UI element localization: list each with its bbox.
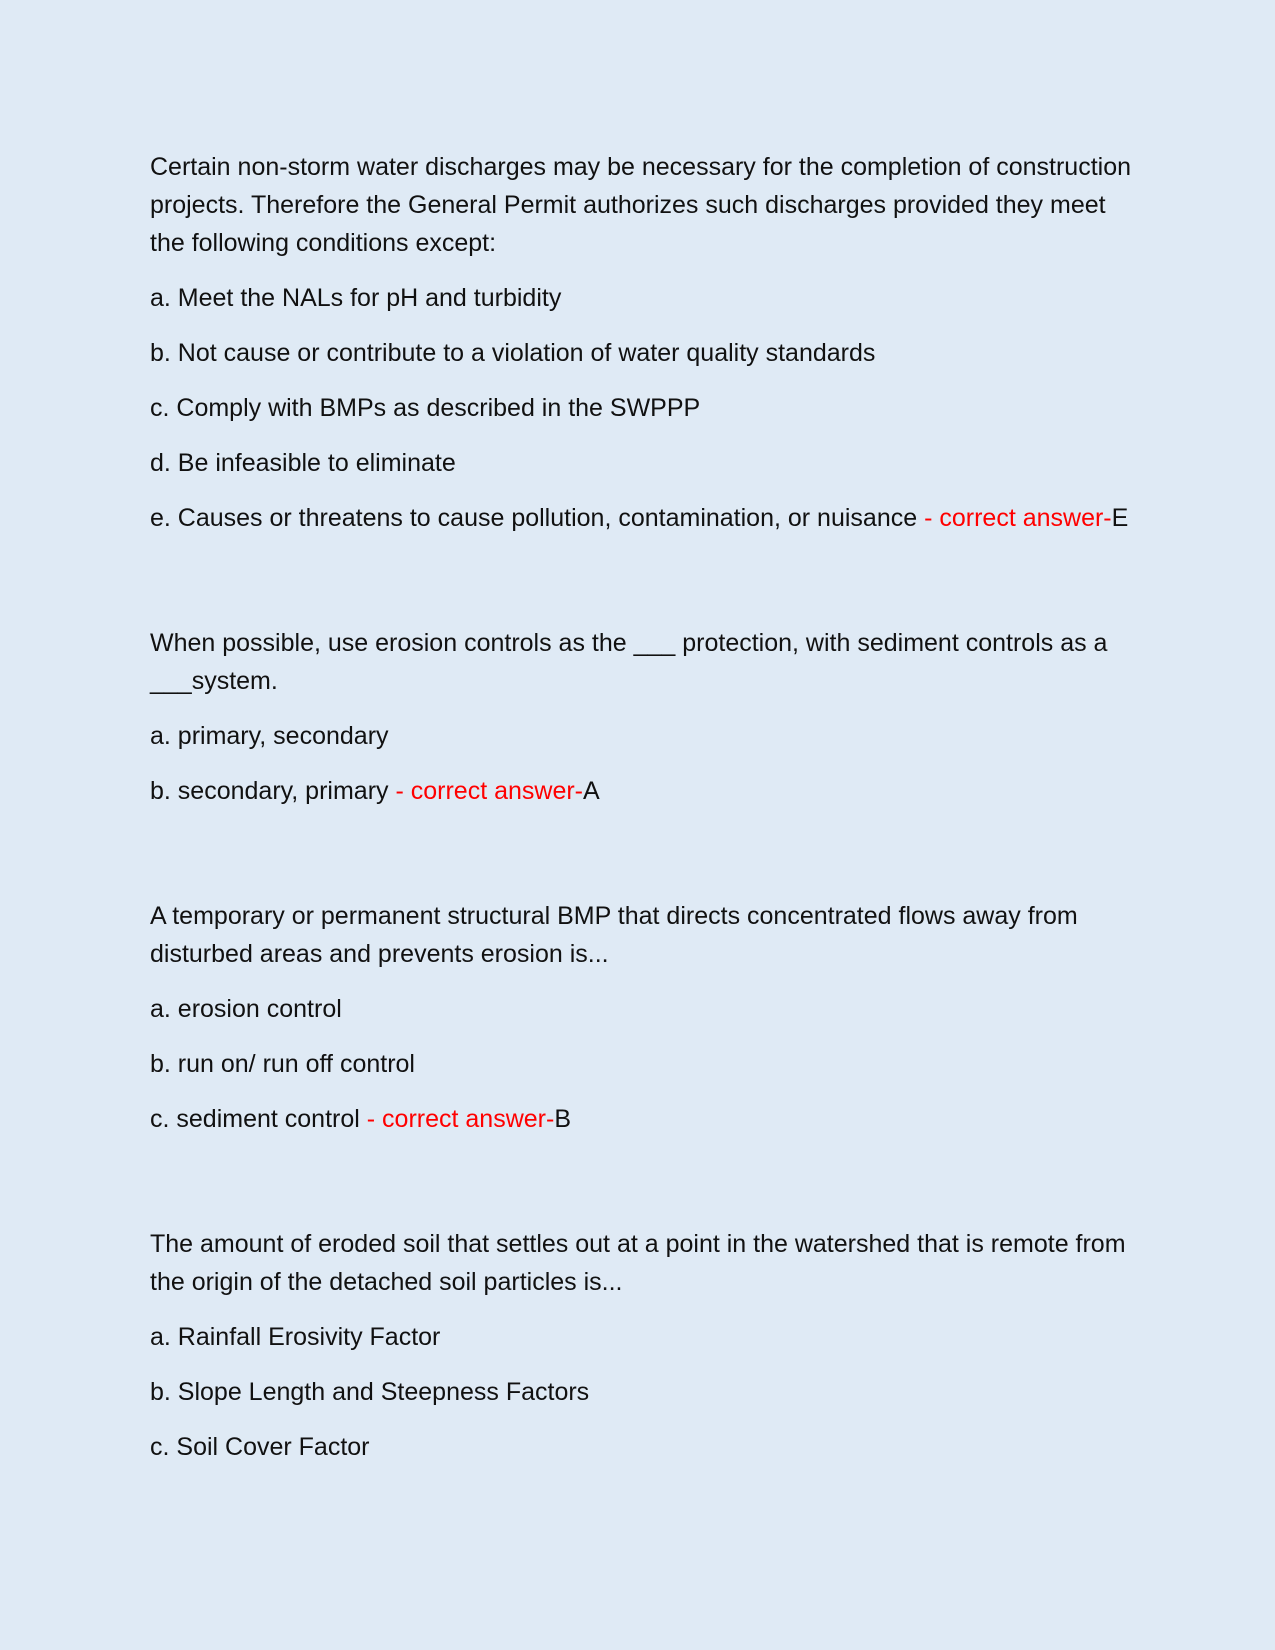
question-separator — [150, 827, 1135, 897]
correct-answer-label: - correct answer- — [359, 1105, 555, 1133]
option-text: b. secondary, primary — [150, 777, 389, 805]
question-text: The amount of eroded soil that settles out at a point in the watershed that is remote from the origin of the detached soil particles is... — [150, 1230, 1126, 1296]
option-c: c. Soil Cover Factor — [150, 1433, 370, 1461]
question-separator — [150, 1155, 1135, 1225]
option-e — [150, 499, 1135, 537]
option-text: e. Causes or threatens to cause pollution, contamination, or nuisance — [150, 504, 918, 532]
option-c: c. Comply with BMPs as described in the SWPPP — [150, 394, 701, 422]
question-list — [150, 148, 1135, 1483]
question-3 — [150, 897, 1135, 1138]
option-text: c. sediment control — [150, 1105, 360, 1133]
correct-answer-value: A — [583, 777, 600, 805]
correct-answer-label: - correct answer- — [917, 504, 1112, 532]
option-b: b. Slope Length and Steepness Factors — [150, 1378, 590, 1406]
correct-answer-value: B — [554, 1105, 571, 1133]
option-a: a. primary, secondary — [150, 722, 389, 750]
question-separator — [150, 554, 1135, 624]
option-a: a. erosion control — [150, 995, 342, 1023]
option-b — [150, 772, 1135, 810]
option-d: d. Be infeasible to eliminate — [150, 449, 456, 477]
option-c — [150, 1100, 1135, 1138]
question-1 — [150, 148, 1135, 537]
option-b: b. Not cause or contribute to a violation of water quality standards — [150, 339, 876, 367]
question-text: A temporary or permanent structural BMP that directs concentrated flows away from disturbed areas and prevents erosion is... — [150, 902, 1078, 968]
question-4 — [150, 1225, 1135, 1466]
option-a: a. Rainfall Erosivity Factor — [150, 1323, 441, 1351]
correct-answer-label: - correct answer- — [388, 777, 583, 805]
option-b: b. run on/ run off control — [150, 1050, 415, 1078]
question-2 — [150, 624, 1135, 810]
question-text: When possible, use erosion controls as the ___ protection, with sediment controls as a ___system. — [150, 629, 1108, 695]
correct-answer-value: E — [1111, 504, 1129, 532]
option-a: a. Meet the NALs for pH and turbidity — [150, 284, 562, 312]
question-text: Certain non-storm water discharges may be necessary for the completion of construction projects. Therefore the General Permit authorizes such discharges provided they meet the following conditions except: — [150, 153, 1132, 257]
